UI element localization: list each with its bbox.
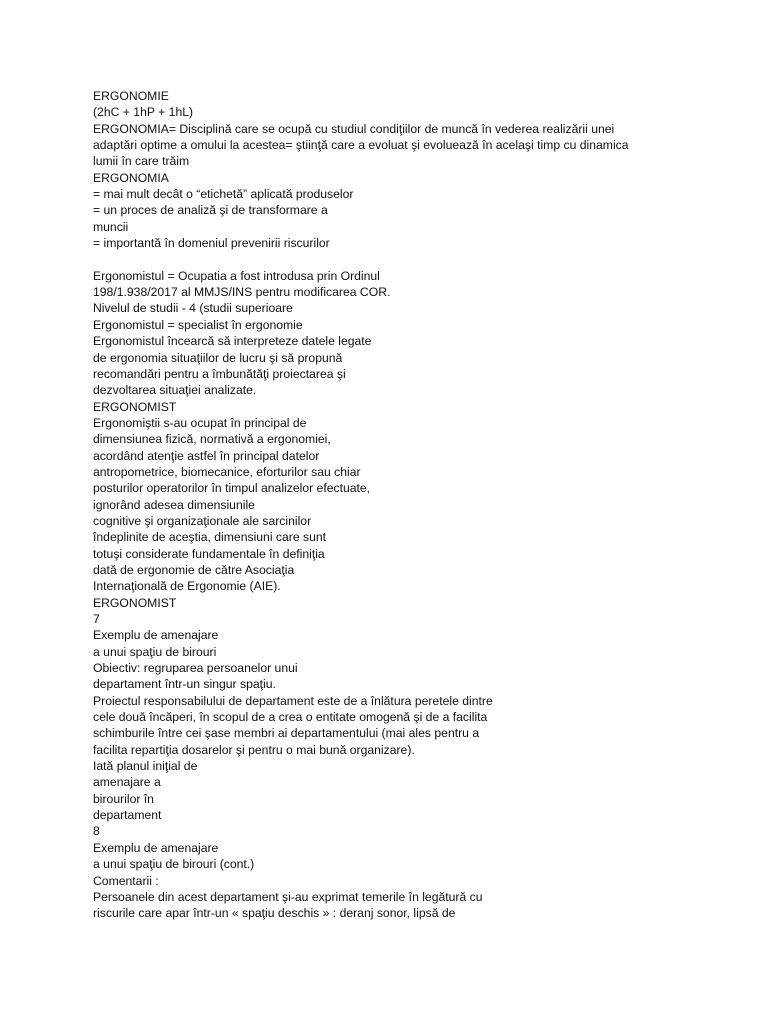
text-line: Persoanele din acest departament şi-au exprimat temerile în legătură cu — [93, 889, 483, 904]
document-text — [93, 88, 753, 922]
text-line: muncii — [93, 219, 129, 234]
text-line: birourilor în — [93, 791, 154, 806]
text-line: ERGONOMIST — [93, 399, 177, 414]
page-number: 7 — [93, 612, 100, 626]
text-line: îndeplinite de aceştia, dimensiuni care sunt — [93, 530, 327, 545]
text-line: = un proces de analiză şi de transformare a — [93, 203, 328, 218]
text-line: 198/1.938/2017 al MMJS/INS pentru modificarea COR. — [93, 285, 391, 300]
text-line: ERGONOMIST — [93, 595, 177, 610]
text-line: = mai mult decât o “etichetă” aplicată produselor — [93, 187, 354, 202]
text-line: lumii în care trăim — [93, 154, 190, 169]
text-line: (2hC + 1hP + 1hL) — [93, 105, 194, 120]
text-line: ignorând adesea dimensiunile — [93, 497, 255, 512]
text-line: Obiectiv: regruparea persoanelor unui — [93, 661, 298, 676]
blank-line — [93, 251, 753, 267]
text-line: dezvoltarea situaţiei analizate. — [93, 383, 257, 398]
text-line: Iată planul iniţial de — [93, 759, 198, 774]
text-line: antropometrice, biomecanice, eforturilor sau chiar — [93, 464, 361, 479]
text-line: ERGONOMIA= Disciplină care se ocupă cu studiul condiţiilor de muncă în vederea realizării unei — [93, 121, 615, 136]
text-line: Ergonomistul = Ocupatia a fost introdusa prin Ordinul — [93, 268, 380, 283]
text-line: Proiectul responsabilului de departament este de a înlătura peretele dintre — [93, 693, 493, 708]
text-line: = importantă în domeniul prevenirii riscurilor — [93, 236, 330, 251]
text-line: de ergonomia situaţiilor de lucru şi să propună — [93, 350, 343, 365]
text-line: Exemplu de amenajare — [93, 628, 219, 643]
text-line: posturilor operatorilor în timpul analizelor efectuate, — [93, 481, 371, 496]
text-line: a unui spaţiu de birouri (cont.) — [93, 857, 255, 872]
text-line: dată de ergonomie de către Asociaţia — [93, 562, 295, 577]
text-line: Exemplu de amenajare — [93, 840, 219, 855]
text-line: recomandări pentru a îmbunătăţi proiectarea şi — [93, 366, 346, 381]
text-line: cognitive şi organizaţionale ale sarcinilor — [93, 513, 312, 528]
text-line: facilita repartiţia dosarelor şi pentru o mai bună organizare). — [93, 742, 415, 757]
text-line: ERGONOMIE — [93, 89, 169, 103]
text-line: Internaţională de Ergonomie (AIE). — [93, 579, 281, 594]
text-line: adaptări optime a omului la acestea= ştiinţă care a evoluat şi evoluează în acelaşi timp cu dinamica — [93, 138, 629, 153]
text-line: schimburile între cei şase membri ai departamentului (mai ales pentru a — [93, 726, 480, 741]
text-line: Ergonomistul încearcă să interpreteze datele legate — [93, 334, 372, 349]
text-line: cele două încăperi, în scopul de a crea o entitate omogenă şi de a facilita — [93, 710, 488, 725]
text-line: departament — [93, 808, 162, 823]
text-line: Ergonomiştii s-au ocupat în principal de — [93, 415, 307, 430]
text-line: departament într-un singur spaţiu. — [93, 677, 276, 692]
text-line: Nivelul de studii - 4 (studii superioare — [93, 301, 293, 316]
text-line: amenajare a — [93, 775, 161, 790]
text-line: dimensiunea fizică, normativă a ergonomiei, — [93, 432, 331, 447]
text-line: a unui spaţiu de birouri — [93, 644, 217, 659]
text-line: totuşi considerate fundamentale în definiţia — [93, 546, 325, 561]
text-line: Comentarii : — [93, 873, 159, 888]
text-line: Ergonomistul = specialist în ergonomie — [93, 317, 303, 332]
text-line: riscurile care apar într-un « spaţiu deschis » : deranj sonor, lipsă de — [93, 906, 456, 921]
text-line: acordând atenţie astfel în principal datelor — [93, 448, 320, 463]
text-line: ERGONOMIA — [93, 170, 169, 185]
page-number: 8 — [93, 824, 100, 839]
